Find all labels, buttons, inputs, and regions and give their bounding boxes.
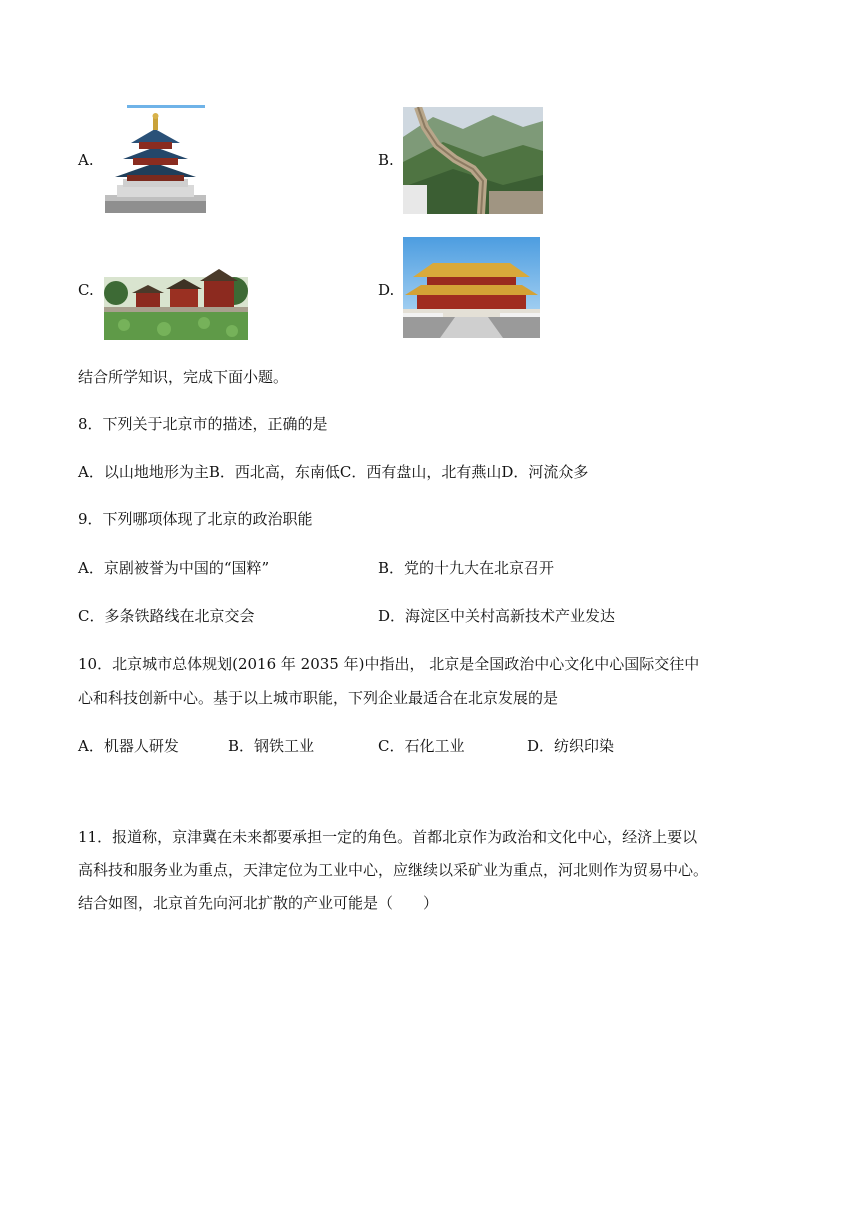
q10-option-c: C．石化工业 (378, 737, 465, 755)
option-d-letter: D. (378, 281, 395, 299)
q9-option-a: A．京剧被誉为中国的“国粹” (78, 559, 270, 577)
q10-stem-line2: 心和科技创新中心。基于以上城市职能，下列企业最适合在北京发展的是 (78, 689, 559, 707)
q10-option-a: A．机器人研发 (78, 737, 179, 755)
q9-option-c: C．多条铁路线在北京交会 (78, 607, 255, 625)
forbidden-city-photo (403, 237, 540, 338)
q10-option-d: D．纺织印染 (527, 737, 615, 755)
q9-option-d: D．海淀区中关村高新技术产业发达 (378, 607, 616, 625)
q10-stem-line1: 10．北京城市总体规划(2016 年 2035 年)中指出， 北京是全国政治中心文化中心国际交往中 (78, 655, 700, 673)
q9-stem: 9．下列哪项体现了北京的政治职能 (78, 510, 313, 528)
q11-stem-line1: 11．报道称，京津冀在未来都要承担一定的角色。首都北京作为政治和文化中心，经济上要以 (78, 828, 698, 846)
intro-text: 结合所学知识，完成下面小题。 (78, 368, 289, 386)
option-a-letter: A. (78, 151, 94, 169)
q10-option-b: B．钢铁工业 (228, 737, 315, 755)
q9-option-b: B．党的十九大在北京召开 (378, 559, 555, 577)
option-c-letter: C. (78, 281, 94, 299)
temple-of-heaven-photo (105, 105, 206, 213)
q8-options: A．以山地地形为主B．西北高，东南低C．西有盘山，北有燕山D．河流众多 (78, 463, 589, 481)
q11-stem-line2: 高科技和服务业为重点，天津定位为工业中心，应继续以采矿业为重点，河北则作为贸易中心。 (78, 861, 709, 879)
q8-stem: 8．下列关于北京市的描述，正确的是 (78, 415, 328, 433)
great-wall-photo (403, 107, 543, 214)
option-b-letter: B. (378, 151, 394, 169)
summer-palace-photo (104, 263, 248, 340)
q11-stem-line3: 结合如图，北京首先向河北扩散的产业可能是（ ） (78, 894, 439, 912)
